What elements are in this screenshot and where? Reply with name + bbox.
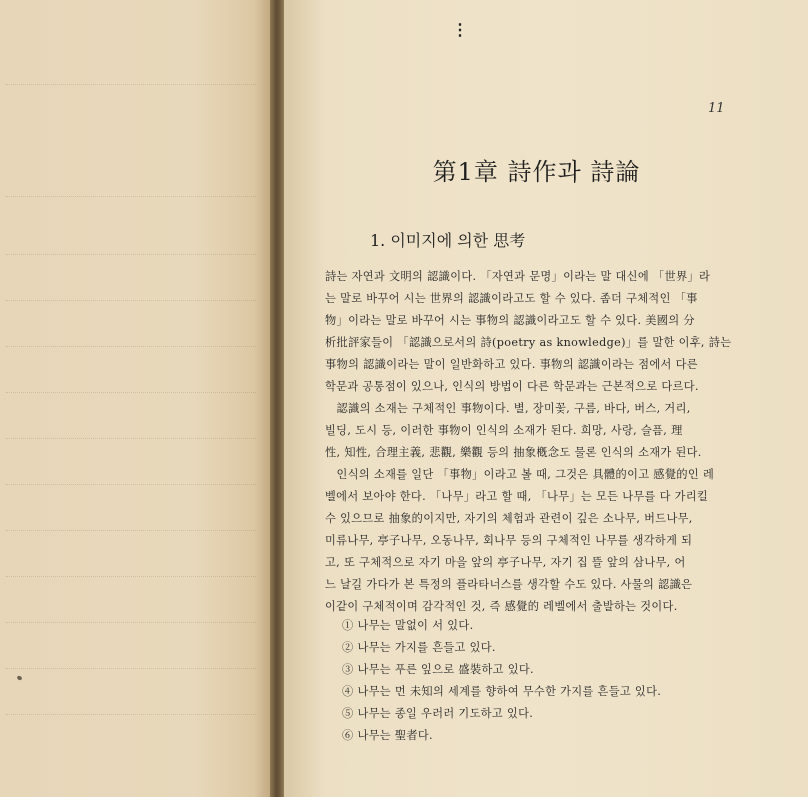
example-list: [342, 618, 661, 750]
ink-mark: ⋮: [452, 20, 468, 39]
bleed-through-line: [6, 392, 256, 394]
bleed-through-line: [6, 576, 256, 578]
body-text-line: 事物의 認識이라는 말이 일반화하고 있다. 事物의 認識이라는 점에서 다른: [325, 358, 698, 371]
section-title: 1. 이미지에 의한 思考: [370, 231, 526, 250]
body-text-line: 認識의 소재는 구체적인 事物이다. 별, 장미꽃, 구름, 바다, 버스, 거리,: [325, 402, 691, 415]
bleed-through-line: [6, 438, 256, 440]
example-item: ⑥ 나무는 聖者다.: [342, 729, 433, 742]
bleed-through-line: [6, 530, 256, 532]
example-item: ① 나무는 말없이 서 있다.: [342, 619, 474, 632]
body-text-line: 고, 또 구체적으로 자기 마을 앞의 亭子나무, 자기 집 뜰 앞의 삼나무, 어: [325, 556, 686, 569]
bleed-through-line: [6, 668, 256, 670]
body-text-line: 는 말로 바꾸어 시는 世界의 認識이라고도 할 수 있다. 좀더 구체적인 「事: [325, 292, 698, 305]
bleed-through-line: [6, 622, 256, 624]
body-text-line: 性, 知性, 合理主義, 悲觀, 樂觀 등의 抽象槪念도 물론 인식의 소재가 된다.: [325, 446, 702, 459]
bleed-through-line: [6, 300, 256, 302]
chapter-title: 第1章 詩作과 詩論: [432, 158, 641, 186]
example-item: ② 나무는 가지를 흔들고 있다.: [342, 641, 496, 654]
bleed-through-line: [6, 484, 256, 486]
example-item: ③ 나무는 푸른 잎으로 盛裝하고 있다.: [342, 663, 534, 676]
body-text-line: 析批評家들이 「認識으로서의 詩(poetry as knowledge)」를 말한 이후, 詩는: [325, 336, 732, 349]
bleed-through-line: [6, 84, 256, 86]
body-text-line: 詩는 자연과 文明의 認識이다. 「자연과 문명」이라는 말 대신에 「世界」라: [325, 270, 711, 283]
body-text-line: 이같이 구체적이며 감각적인 것, 즉 感覺的 레벨에서 출발하는 것이다.: [325, 600, 678, 613]
body-text-line: 인식의 소재를 일단 「事物」이라고 볼 때, 그것은 具體的이고 感覺的인 레: [325, 468, 715, 481]
body-text-line: 벨에서 보아야 한다. 「나무」라고 할 때, 「나무」는 모든 나무를 다 가리킬: [325, 490, 709, 503]
body-text-line: 느 날길 가다가 본 특정의 플라타너스를 생각할 수도 있다. 사물의 認識은: [325, 578, 693, 591]
bleed-through-line: [6, 196, 256, 198]
body-text-line: 수 있으므로 抽象的이지만, 자기의 체험과 관련이 깊은 소나무, 버드나무,: [325, 512, 693, 525]
example-item: ⑤ 나무는 종일 우러러 기도하고 있다.: [342, 707, 534, 720]
page-number: 11: [708, 101, 725, 116]
bleed-through-line: [6, 254, 256, 256]
body-text-line: 미류나무, 亭子나무, 오동나무, 회나무 등의 구체적인 나무를 생각하게 되: [325, 534, 693, 547]
ink-speck: [16, 675, 22, 681]
bleed-through-line: [6, 346, 256, 348]
body-text-line: 빌딩, 도시 등, 이러한 事物이 인식의 소재가 된다. 희망, 사랑, 슬픔, 理: [325, 424, 683, 437]
body-text-line: 物」이라는 말로 바꾸어 시는 事物의 認識이라고도 할 수 있다. 美國의 分: [325, 314, 695, 327]
example-item: ④ 나무는 먼 未知의 세계를 향하여 무수한 가지를 흔들고 있다.: [342, 685, 662, 698]
bleed-through-line: [6, 714, 256, 716]
body-text-line: 학문과 공통점이 있으나, 인식의 방법이 다른 학문과는 근본적으로 다르다.: [325, 380, 699, 393]
right-page: [284, 0, 808, 797]
left-page: [0, 0, 276, 797]
